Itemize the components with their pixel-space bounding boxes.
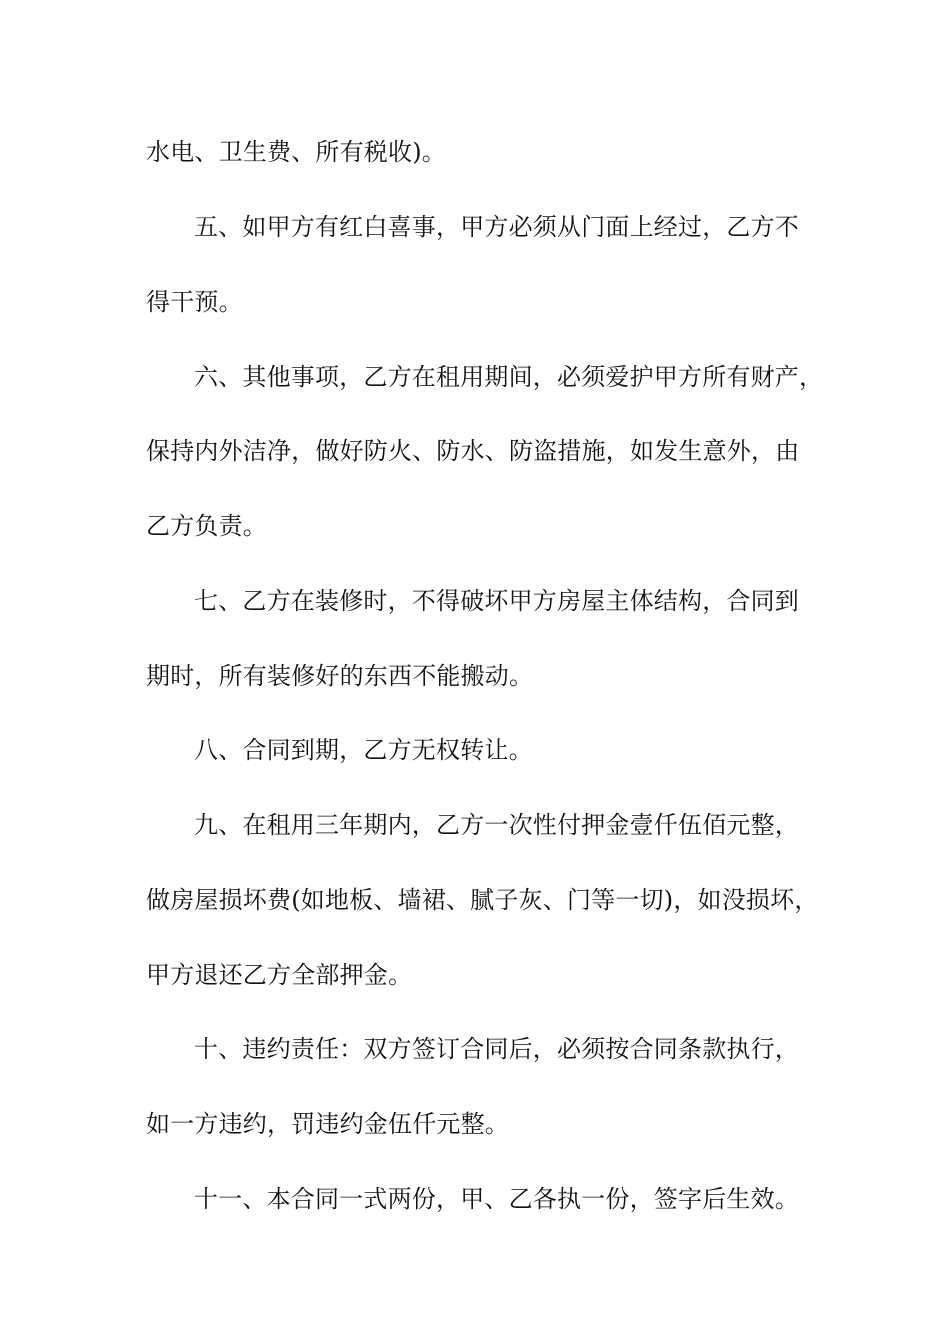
text-line-clause-10: 十、违约责任：双方签订合同后，必须按合同条款执行， (194, 1035, 799, 1063)
text-line-clause-5: 五、如甲方有红白喜事，甲方必须从门面上经过，乙方不 (194, 213, 799, 241)
text-line: 保持内外洁净，做好防火、防水、防盗措施，如发生意外，由 (146, 437, 800, 465)
text-line-clause-7: 七、乙方在装修时，不得破坏甲方房屋主体结构，合同到 (194, 587, 799, 615)
text-line: 甲方退还乙方全部押金。 (146, 961, 413, 989)
text-line: 水电、卫生费、所有税收)。 (146, 138, 446, 166)
text-line-clause-6: 六、其他事项，乙方在租用期间，必须爱护甲方所有财产， (194, 363, 824, 391)
text-line-clause-8: 八、合同到期，乙方无权转让。 (194, 736, 533, 764)
text-line: 得干预。 (146, 288, 243, 316)
text-line: 期时，所有装修好的东西不能搬动。 (146, 662, 534, 690)
text-line-clause-9: 九、在租用三年期内，乙方一次性付押金壹仟伍佰元整， (194, 811, 799, 839)
text-line: 做房屋损坏费(如地板、墙裙、腻子灰、门等一切)，如没损坏， (146, 886, 819, 914)
text-line-clause-11: 十一、本合同一式两份，甲、乙各执一份，签字后生效。 (194, 1185, 799, 1213)
text-line: 乙方负责。 (146, 512, 267, 540)
text-line: 如一方违约，罚违约金伍仟元整。 (146, 1110, 509, 1138)
